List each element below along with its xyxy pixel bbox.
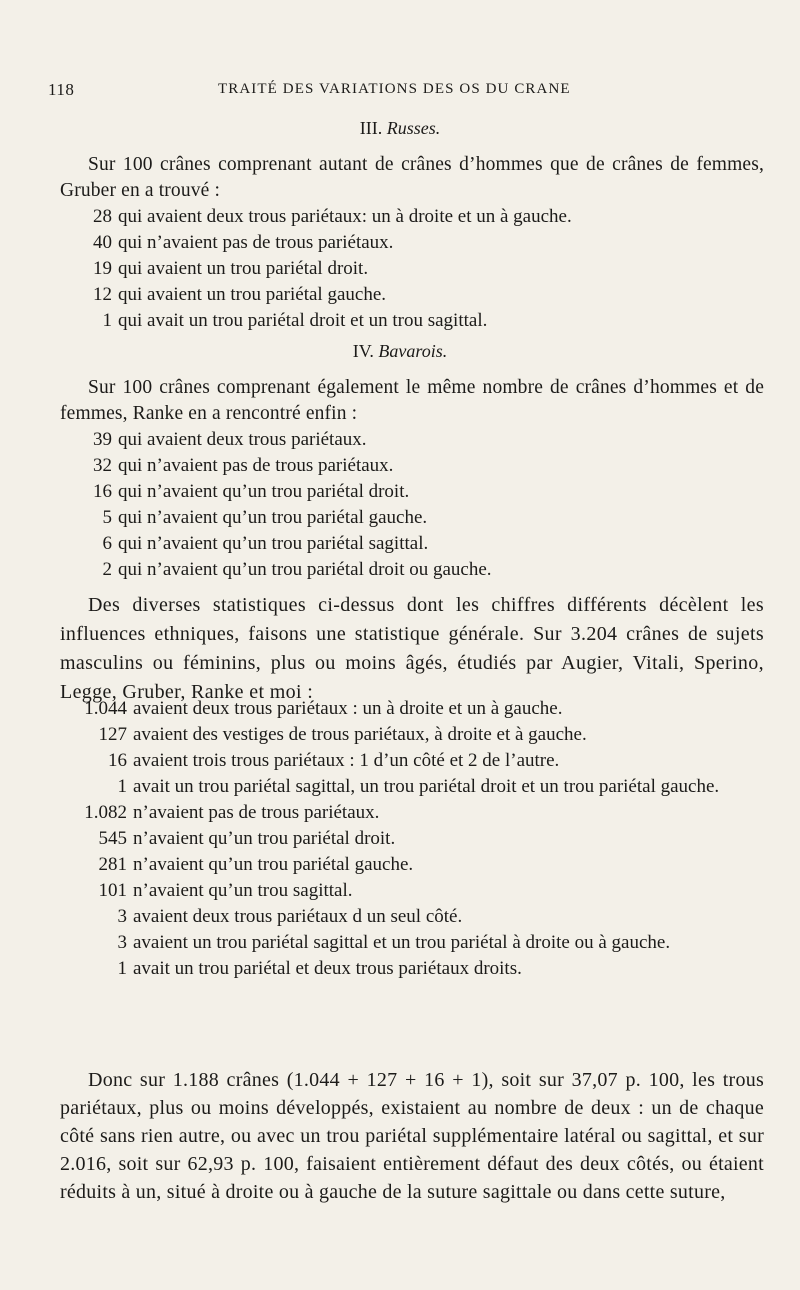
section-intro-paragraph: Sur 100 crânes comprenant également le même nombre de crânes d’hommes et de femmes, Ranke en a rencontré enfin : <box>60 377 764 424</box>
item-text: qui avaient deux trous pariétaux. <box>118 429 367 450</box>
section-list-russes <box>60 204 764 334</box>
item-text: avaient des vestiges de trous pariétaux, à droite et à gauche. <box>133 724 587 745</box>
item-count: 6 <box>102 533 112 554</box>
item-count: 16 <box>108 750 127 771</box>
item-text: qui n’avaient qu’un trou pariétal droit. <box>118 481 410 502</box>
item-text: avaient un trou pariétal sagittal et un trou pariétal à droite ou à gauche. <box>133 932 671 953</box>
item-count: 545 <box>98 828 127 849</box>
list-item <box>60 230 764 256</box>
list-item <box>60 774 764 800</box>
list-item <box>60 256 764 282</box>
item-text: qui n’avaient pas de trous pariétaux. <box>118 455 394 476</box>
section-heading-bavarois <box>0 341 800 362</box>
list-item <box>60 427 764 453</box>
page-number: 118 <box>48 80 75 99</box>
item-text: n’avaient qu’un trou pariétal gauche. <box>133 854 414 875</box>
item-count: 1 <box>117 958 127 979</box>
section-list-bavarois <box>60 427 764 583</box>
item-text: n’avaient pas de trous pariétaux. <box>133 802 380 823</box>
item-count: 1 <box>102 310 112 331</box>
list-item <box>60 282 764 308</box>
list-item <box>60 904 764 930</box>
item-count: 28 <box>93 206 112 227</box>
list-item <box>60 930 764 956</box>
item-text: qui avaient deux trous pariétaux: un à droite et un à gauche. <box>118 206 572 227</box>
item-count: 3 <box>117 906 127 927</box>
item-text: avaient trois trous pariétaux : 1 d’un côté et 2 de l’autre. <box>133 750 560 771</box>
item-text: n’avaient qu’un trou pariétal droit. <box>133 828 396 849</box>
section-heading-russes <box>0 118 800 139</box>
list-item <box>60 531 764 557</box>
conclusion-paragraph: Donc sur 1.188 crânes (1.044 + 127 + 16 + 1), soit sur 37,07 p. 100, les trous pariétaux, plus ou moins développés, existaient au nombre de deux : un de chaque côté sans rien autre, ou avec un trou pariétal supplémentaire latéral ou sagittal, et sur 2.016, soit sur 62,93 p. 100, faisaient entièrement défaut des deux côtés, ou étaient réduits à un, situé à droite ou à gauche de la suture sagittale ou dans cette suture, <box>60 1069 764 1203</box>
item-text: n’avaient qu’un trou sagittal. <box>133 880 353 901</box>
item-text: qui avait un trou pariétal droit et un trou sagittal. <box>118 310 488 331</box>
list-item <box>60 852 764 878</box>
list-item <box>60 557 764 583</box>
list-item <box>60 696 764 722</box>
list-item <box>60 308 764 334</box>
item-count: 40 <box>93 232 112 253</box>
item-count: 39 <box>93 429 112 450</box>
item-text: avait un trou pariétal sagittal, un trou pariétal droit et un trou pariétal gauche. <box>133 776 720 797</box>
section-intro-paragraph: Sur 100 crânes comprenant autant de crânes d’hommes que de crânes de femmes, Gruber en a trouvé : <box>60 154 764 201</box>
section-numeral: IV. <box>352 341 374 361</box>
list-item <box>60 748 764 774</box>
item-count: 19 <box>93 258 112 279</box>
item-text: qui avaient un trou pariétal gauche. <box>118 284 387 305</box>
item-count: 5 <box>102 507 112 528</box>
list-item <box>60 722 764 748</box>
list-item <box>60 505 764 531</box>
section-numeral: III. <box>359 118 383 138</box>
item-count: 2 <box>102 559 112 580</box>
list-item <box>60 453 764 479</box>
running-head <box>48 80 760 104</box>
item-count: 101 <box>98 880 127 901</box>
item-text: qui avaient un trou pariétal droit. <box>118 258 369 279</box>
item-count: 127 <box>98 724 127 745</box>
list-item <box>60 826 764 852</box>
item-text: qui n’avaient qu’un trou pariétal gauche. <box>118 507 428 528</box>
item-count: 1 <box>117 776 127 797</box>
item-count: 1.044 <box>84 698 127 719</box>
list-item <box>60 878 764 904</box>
item-text: avait un trou pariétal et deux trous pariétaux droits. <box>133 958 522 979</box>
item-count: 3 <box>117 932 127 953</box>
item-count: 1.082 <box>84 802 127 823</box>
list-item <box>60 204 764 230</box>
running-title: TRAITÉ DES VARIATIONS DES OS DU CRANE <box>218 81 571 97</box>
item-count: 32 <box>93 455 112 476</box>
item-count: 281 <box>98 854 127 875</box>
item-count: 16 <box>93 481 112 502</box>
item-count: 12 <box>93 284 112 305</box>
summary-list <box>60 696 764 982</box>
item-text: qui n’avaient qu’un trou pariétal sagittal. <box>118 533 429 554</box>
list-item <box>60 479 764 505</box>
item-text: avaient deux trous pariétaux : un à droite et un à gauche. <box>133 698 563 719</box>
summary-paragraph: Des diverses statistiques ci-dessus dont les chiffres différents décèlent les influences ethniques, faisons une statistique générale. Sur 3.204 crânes de sujets masculins ou féminins, plus ou moins âgés, étudiés par Augier, Vitali, Sperino, Legge, Gruber, Ranke et moi : <box>60 594 764 703</box>
section-name: Bavarois. <box>378 341 448 361</box>
list-item <box>60 956 764 982</box>
list-item <box>60 800 764 826</box>
item-text: avaient deux trous pariétaux d un seul côté. <box>133 906 463 927</box>
item-text: qui n’avaient pas de trous pariétaux. <box>118 232 394 253</box>
item-text: qui n’avaient qu’un trou pariétal droit ou gauche. <box>118 559 492 580</box>
section-name: Russes. <box>386 118 441 138</box>
